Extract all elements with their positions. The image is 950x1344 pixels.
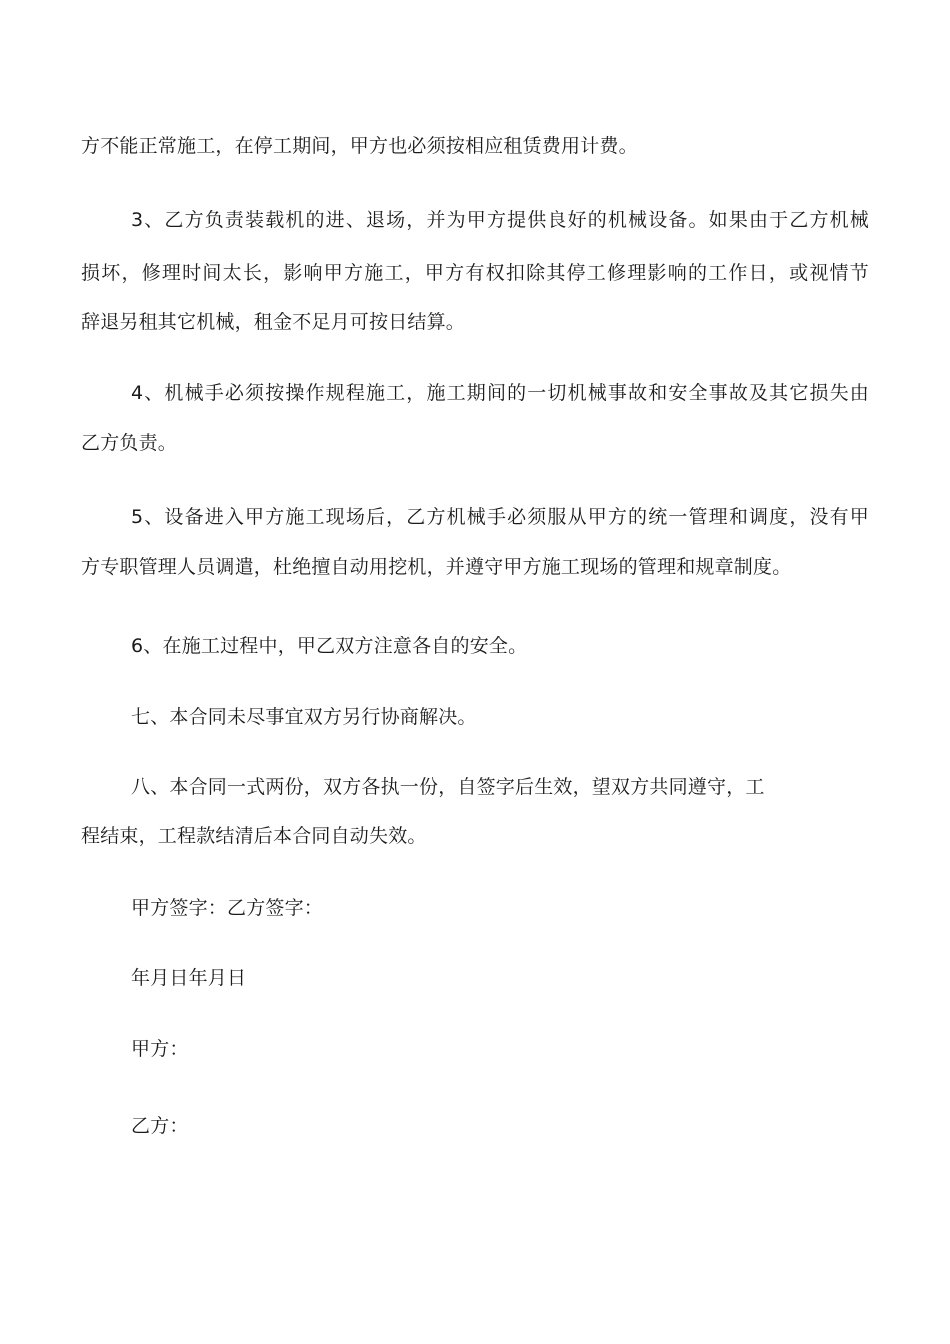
clause-4-line-2: 乙方负责。 — [81, 432, 178, 454]
party-a-line: 甲方： — [131, 1038, 189, 1060]
clause-4-line-1: 4、机械手必须按操作规程施工，施工期间的一切机械事故和安全事故及其它损失由 — [131, 382, 869, 404]
party-b-line: 乙方： — [131, 1115, 189, 1137]
clause-8-line-2: 程结束，工程款结清后本合同自动失效。 — [81, 825, 427, 847]
clause-3-line-1: 3、乙方负责装载机的进、退场，并为甲方提供良好的机械设备。如果由于乙方机械 — [131, 209, 869, 231]
clause-7-line-1: 七、本合同未尽事宜双方另行协商解决。 — [131, 706, 477, 728]
clause-3-line-3: 辞退另租其它机械，租金不足月可按日结算。 — [81, 311, 466, 333]
clause-5-line-1: 5、设备进入甲方施工现场后，乙方机械手必须服从甲方的统一管理和调度，没有甲 — [131, 506, 869, 528]
clause-3-line-2: 损坏，修理时间太长，影响甲方施工，甲方有权扣除其停工修理影响的工作日，或视情节 — [81, 262, 869, 284]
signature-line: 甲方签字：乙方签字： — [131, 897, 324, 919]
date-line: 年月日年月日 — [131, 967, 247, 989]
clause-5-line-2: 方专职管理人员调遣，杜绝擅自动用挖机，并遵守甲方施工现场的管理和规章制度。 — [81, 556, 792, 578]
paragraph-continuation-line: 方不能正常施工，在停工期间，甲方也必须按相应租赁费用计费。 — [81, 135, 638, 157]
clause-6-line-1: 6、在施工过程中，甲乙双方注意各自的安全。 — [131, 635, 528, 657]
clause-8-line-1: 八、本合同一式两份，双方各执一份，自签字后生效，望双方共同遵守，工 — [131, 776, 765, 798]
